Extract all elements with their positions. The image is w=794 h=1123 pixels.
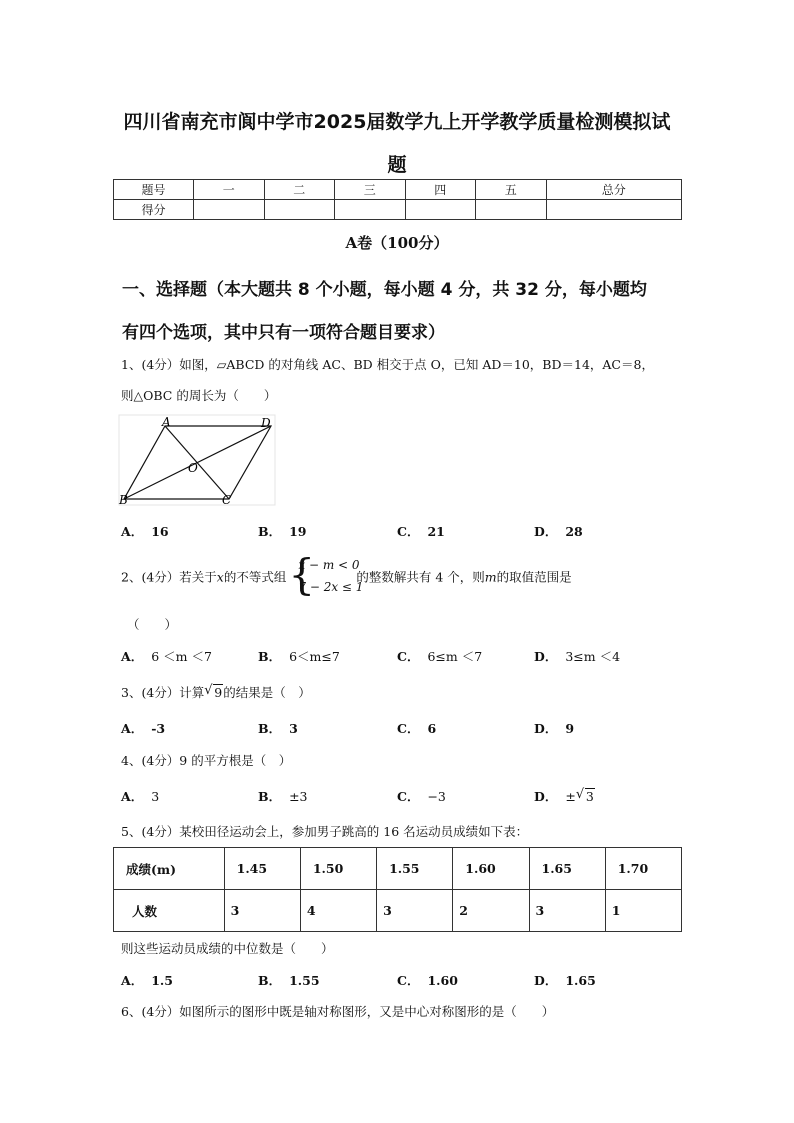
q5-cell: 1.65 — [529, 848, 605, 890]
score-cell: 五 — [476, 180, 547, 200]
q2-option-c[interactable]: C． 6≤m ＜7 — [397, 649, 483, 664]
score-input-cell[interactable] — [546, 200, 682, 220]
q2-option-d[interactable]: D． 3≤m ＜4 — [534, 649, 621, 664]
q1-option-b[interactable]: B． 19 — [258, 524, 307, 539]
q4-option-d[interactable]: D． ± √ 3 — [534, 787, 594, 804]
q5-option-b[interactable]: B． 1.55 — [258, 973, 320, 988]
score-input-cell[interactable] — [264, 200, 335, 220]
q1-stem-line-2: 则△OBC 的周长为（ ） — [121, 388, 277, 403]
q6-stem: 6、(4分）如图所示的图形中既是轴对称图形，又是中心对称图形的是（ ） — [121, 1004, 555, 1019]
title-line-2: 题 — [387, 154, 407, 176]
q1-option-a[interactable]: A． 16 — [121, 524, 169, 539]
q5-question: 则这些运动员成绩的中位数是（ ） — [121, 941, 334, 956]
score-cell: 总分 — [546, 180, 682, 200]
label-a: A — [162, 415, 171, 429]
score-table-row-header — [114, 180, 682, 200]
q5-option-a[interactable]: A． 1.5 — [121, 973, 173, 988]
q5-stem: 5、(4分）某校田径运动会上，参加男子跳高的 16 名运动员成绩如下表： — [121, 824, 529, 839]
q3-option-c[interactable]: C． 6 — [397, 721, 437, 736]
q5-cell: 3 — [377, 890, 453, 932]
q5-cell: 1 — [605, 890, 681, 932]
q2-option-b[interactable]: B． 6＜m≤7 — [258, 649, 340, 664]
left-brace: { — [288, 550, 316, 599]
q3-stem: 3、(4分）计算 √ 9的结果是（ ） — [121, 683, 311, 700]
q5-cell: 1.50 — [300, 848, 376, 890]
q3-option-a[interactable]: A． -3 — [121, 721, 166, 736]
q4-stem: 4、(4分）9 的平方根是（ ） — [121, 753, 292, 768]
score-cell: 三 — [335, 180, 406, 200]
inequality-1: x − m < 0 — [298, 558, 360, 572]
q5-cell: 1.45 — [224, 848, 300, 890]
q5-table-row-score — [114, 848, 682, 890]
score-table-row-score — [114, 200, 682, 220]
score-table — [113, 179, 682, 220]
score-cell: 得分 — [114, 200, 194, 220]
label-c: C — [222, 493, 232, 506]
q5-cell: 3 — [224, 890, 300, 932]
score-input-cell[interactable] — [194, 200, 265, 220]
q1-parallelogram-figure — [118, 414, 276, 506]
title-line-1: 四川省南充市阆中学市2025届数学九上开学教学质量检测模拟试 — [123, 111, 671, 133]
radical-sign: √ — [204, 683, 213, 698]
q2-option-a[interactable]: A． 6 ＜m ＜7 — [121, 649, 212, 664]
var-x: x — [216, 569, 224, 585]
label-d: D — [261, 416, 271, 430]
score-cell: 一 — [194, 180, 265, 200]
section-1-heading-line-2: 有四个选项，其中只有一项符合题目要求） — [122, 323, 445, 343]
q3-option-d[interactable]: D． 9 — [534, 721, 575, 736]
q3-option-b[interactable]: B． 3 — [258, 721, 298, 736]
section-a-heading: A卷（100分） — [345, 234, 449, 252]
score-cell: 二 — [264, 180, 335, 200]
q5-table-row-count — [114, 890, 682, 932]
q5-cell: 3 — [529, 890, 605, 932]
q5-option-c[interactable]: C． 1.60 — [397, 973, 458, 988]
q5-cell: 成绩(m) — [114, 848, 225, 890]
q5-cell: 2 — [453, 890, 529, 932]
score-input-cell[interactable] — [405, 200, 476, 220]
inequality-2: 7 − 2x ≤ 1 — [298, 580, 364, 594]
q4-option-c[interactable]: C． −3 — [397, 789, 446, 804]
radical-sign: √ — [575, 787, 585, 802]
q5-results-table — [113, 847, 682, 932]
q2-stem-line-1: 2、(4分）若关于x的不等式组 { x − m < 0 7 − 2x ≤ 1 的整数解共有 4 个，则m的取值范围是 — [121, 550, 572, 599]
q4-option-a[interactable]: A． 3 — [121, 789, 160, 804]
q5-cell: 4 — [300, 890, 376, 932]
q5-cell: 1.60 — [453, 848, 529, 890]
q5-option-d[interactable]: D． 1.65 — [534, 973, 596, 988]
q5-cell: 人数 — [114, 890, 225, 932]
q5-cell: 1.55 — [377, 848, 453, 890]
q2-stem-line-2: （ ） — [127, 617, 178, 632]
section-1-heading-line-1: 一、选择题（本大题共 8 个小题，每小题 4 分，共 32 分，每小题均 — [122, 280, 647, 300]
q1-option-c[interactable]: C． 21 — [397, 524, 445, 539]
var-m: m — [484, 569, 497, 585]
sqrt-expression: √ 9 — [204, 683, 223, 700]
q1-option-d[interactable]: D． 28 — [534, 524, 583, 539]
score-input-cell[interactable] — [335, 200, 406, 220]
label-o: O — [188, 461, 198, 475]
sqrt-expression: √ 3 — [575, 787, 594, 804]
score-cell: 题号 — [114, 180, 194, 200]
q1-stem-line-1: 1、(4分）如图，▱ABCD 的对角线 AC、BD 相交于点 O，已知 AD＝10，BD＝14，AC＝8， — [121, 357, 654, 372]
q5-cell: 1.70 — [605, 848, 681, 890]
score-input-cell[interactable] — [476, 200, 547, 220]
inequality-system — [288, 550, 364, 599]
label-b: B — [119, 493, 128, 506]
q4-option-b[interactable]: B． ±3 — [258, 789, 308, 804]
score-cell: 四 — [405, 180, 476, 200]
